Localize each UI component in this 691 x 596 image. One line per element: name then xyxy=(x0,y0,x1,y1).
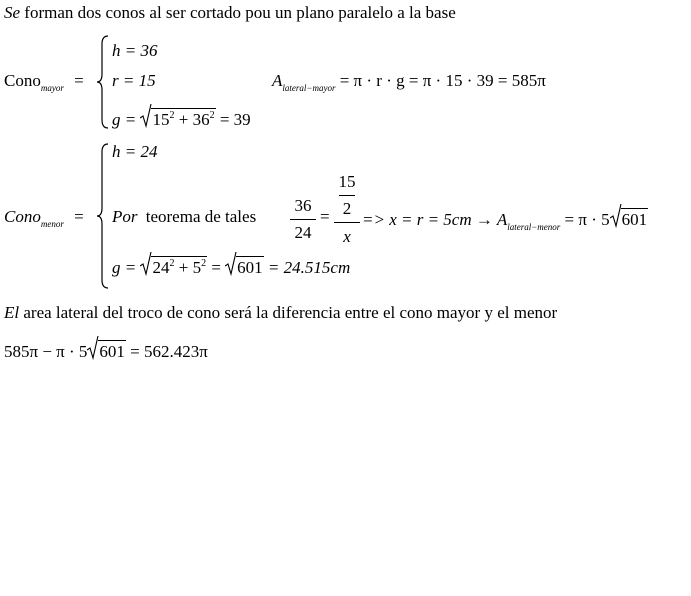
menor-teorema: teorema de tales xyxy=(145,207,257,226)
nested-x: x xyxy=(334,222,360,247)
mayor-h: h = 36 xyxy=(112,41,158,60)
intro-lead: Se xyxy=(4,3,21,22)
radical-icon xyxy=(140,252,152,276)
frac1-num: 36 xyxy=(294,196,312,215)
cono-menor-word: Cono xyxy=(4,207,41,226)
menor-arrow-rad: 601 xyxy=(621,210,648,229)
frac1-den: 24 xyxy=(290,219,316,243)
radical-icon xyxy=(610,204,622,228)
mayor-g-a-exp: 2 xyxy=(169,110,175,121)
menor-arrow-tail: = π · 5 xyxy=(560,210,610,229)
final-rad: 601 xyxy=(99,342,125,361)
final-tail: = 562.423π xyxy=(125,342,208,361)
mayor-area-expr: = π · r · g = π · 15 · 39 = 585π xyxy=(335,71,546,90)
frac-nested xyxy=(334,172,360,247)
menor-g-c: 601 xyxy=(237,258,263,277)
radical-icon xyxy=(140,104,152,128)
mayor-g xyxy=(112,108,251,128)
final-result xyxy=(4,340,208,360)
radical-icon xyxy=(225,252,237,276)
mayor-area xyxy=(272,71,546,93)
menor-h: h = 24 xyxy=(112,142,158,161)
menor-arrow-expr: => x = r = 5cm → A xyxy=(362,210,508,229)
final-lead: 585π − π · 5 xyxy=(4,342,88,361)
menor-arrow-sub: lateral−menor xyxy=(507,222,561,232)
menor-g-a-exp: 2 xyxy=(169,258,175,269)
cono-menor-equals: = xyxy=(74,207,84,226)
intro-line xyxy=(4,4,456,21)
mayor-area-sub: lateral−mayor xyxy=(282,83,336,93)
menor-tales xyxy=(112,208,256,225)
menor-g-a: 24 xyxy=(152,258,170,277)
radical-icon xyxy=(87,336,99,360)
brace-mayor xyxy=(96,34,110,130)
menor-g-result: = 24.515cm xyxy=(263,258,351,277)
menor-por: Por xyxy=(112,207,138,226)
menor-g-b-exp: 2 xyxy=(201,258,207,269)
mayor-g-b: 36 xyxy=(192,110,210,129)
mayor-g-result: = 39 xyxy=(215,110,251,129)
menor-g-plus: + xyxy=(174,258,193,277)
nested-num: 15 xyxy=(338,172,356,191)
conclusion-line xyxy=(4,304,557,321)
intro-text: forman dos conos al ser cortado pou un plano paralelo a la base xyxy=(20,3,456,22)
menor-g-b: 5 xyxy=(192,258,202,277)
menor-g-lead: g = xyxy=(112,258,137,277)
mayor-g-lead: g = xyxy=(112,110,137,129)
frac-36-24 xyxy=(290,196,316,243)
menor-g-mid: = xyxy=(207,258,226,277)
final-sqrt xyxy=(87,340,126,360)
conclusion-lead: El xyxy=(4,303,20,322)
mayor-g-sqrt xyxy=(140,108,215,128)
mayor-g-a: 15 xyxy=(152,110,170,129)
menor-arrow-sqrt xyxy=(610,208,649,228)
cono-menor-sub: menor xyxy=(40,219,64,229)
brace-menor xyxy=(96,142,110,290)
mayor-r: r = 15 xyxy=(112,71,156,90)
mayor-g-plus: + xyxy=(174,110,193,129)
mayor-g-b-exp: 2 xyxy=(209,110,215,121)
menor-eq2: = xyxy=(320,207,330,226)
mayor-area-A: A xyxy=(272,71,283,90)
cono-menor-label xyxy=(4,207,84,229)
conclusion-text: area lateral del troco de cono será la diferencia entre el cono mayor y el menor xyxy=(19,303,558,322)
nested-den: 2 xyxy=(339,195,355,222)
cono-mayor-sub: mayor xyxy=(40,83,64,93)
menor-g-sqrt2 xyxy=(225,256,264,276)
menor-g xyxy=(112,256,350,276)
cono-mayor-word: Cono xyxy=(4,71,41,90)
cono-mayor-equals: = xyxy=(74,71,84,90)
cono-mayor-label xyxy=(4,71,84,93)
menor-arrow-line xyxy=(362,208,648,232)
menor-g-sqrt xyxy=(140,256,207,276)
